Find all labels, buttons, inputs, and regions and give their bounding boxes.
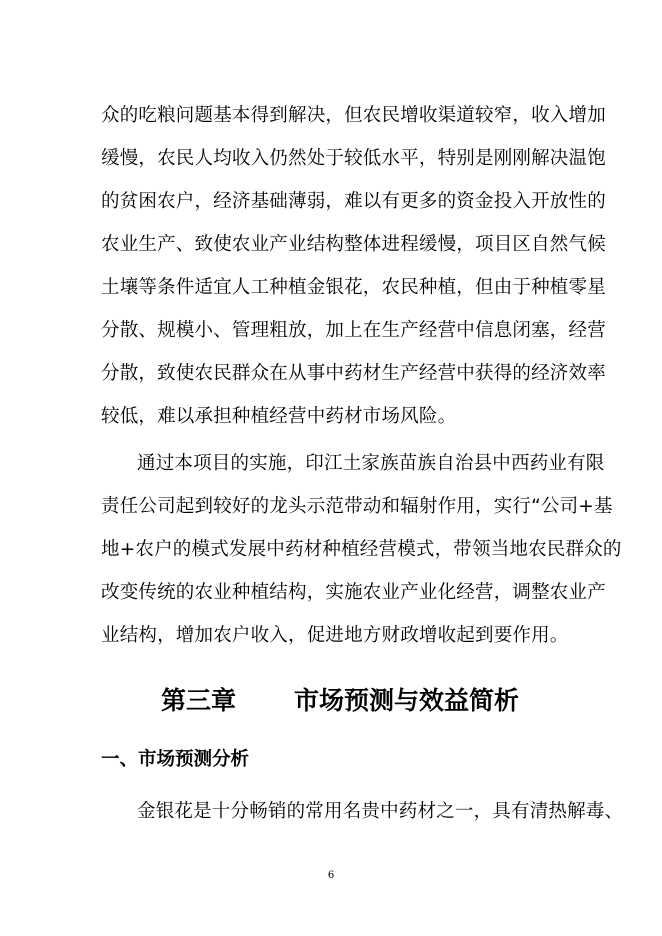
paragraph-2-line-2: 责任公司起到较好的龙头示范带动和辐射作用，实行“公司+基 [101, 496, 613, 517]
page-number: 6 [327, 870, 335, 881]
section-heading: 一、市场预测分析 [101, 749, 250, 770]
chapter-heading [161, 685, 519, 717]
paragraph-1-line-5: 土壤等条件适宜人工种植金银花，农民种植，但由于种植零星 [101, 277, 606, 298]
paragraph-1-line-7: 分散，致使农民群众在从事中药材生产经营中获得的经济效率 [101, 363, 606, 384]
paragraph-3-line-1: 金银花是十分畅销的常用名贵中药材之一，具有清热解毒、 [137, 801, 624, 822]
paragraph-2-line-1: 通过本项目的实施，印江土家族苗族自治县中西药业有限 [137, 453, 605, 474]
paragraph-1-line-4: 农业生产、致使农业产业结构整体进程缓慢，项目区自然气候 [101, 234, 606, 255]
chapter-title: 市场预测与效益简析 [294, 686, 520, 715]
paragraph-1-line-3: 的贫困农户，经济基础薄弱，难以有更多的资金投入开放性的 [101, 191, 606, 212]
paragraph-1-line-1: 众的吃粮问题基本得到解决，但农民增收渠道较窄，收入增加 [101, 105, 606, 126]
paragraph-1-line-6: 分散、规模小、管理粗放，加上在生产经营中信息闭塞，经营 [101, 320, 606, 341]
paragraph-2-line-5: 业结构，增加农户收入，促进地方财政增收起到要作用。 [101, 625, 569, 646]
paragraph-1-line-8: 较低，难以承担种植经营中药材市场风险。 [101, 406, 457, 427]
paragraph-2-line-4: 改变传统的农业种植结构，实施农业产业化经营，调整农业产 [101, 582, 606, 603]
paragraph-1-line-2: 缓慢，农民人均收入仍然处于较低水平，特别是刚刚解决温饱 [101, 148, 606, 169]
paragraph-2-line-3: 地+农户的模式发展中药材种植经营模式，带领当地农民群众的 [101, 539, 622, 560]
chapter-number: 第三章 [161, 686, 237, 715]
